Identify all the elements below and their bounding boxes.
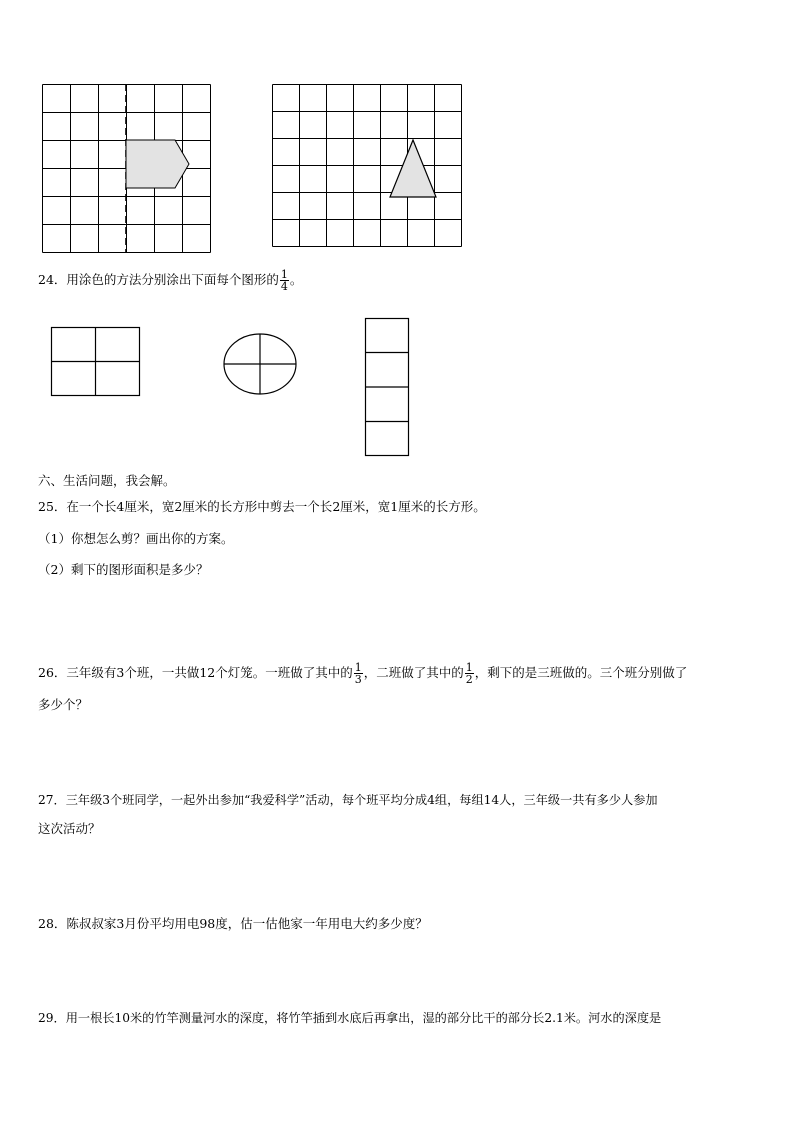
fraction-one-half: $\frac{1}{2}$ (465, 661, 473, 686)
section-6-heading: 六、生活问题，我会解。 (38, 473, 176, 488)
question-29: 29．用一根长10米的竹竿测量河水的深度，将竹竿插到水底后再拿出，湿的部分比干的部分长2.1米。河水的深度是 (38, 1011, 662, 1025)
shaded-triangle (390, 140, 436, 197)
shaded-pentagon (126, 140, 189, 188)
question-27: 27．三年级3个班同学，一起外出参加“我爱科学”活动，每个班平均分成4组，每组14人，三年级一共有多少人参加 (38, 793, 658, 807)
question-27-line-2: 这次活动？ (38, 821, 101, 836)
question-28: 28．陈叔叔家3月份平均用电98度，估一估他家一年用电大约多少度？ (38, 916, 428, 931)
circle-four-parts[interactable] (223, 333, 297, 395)
fraction-one-quarter: $\frac{1}{4}$ (280, 268, 288, 293)
symmetry-grid-right (272, 84, 462, 254)
question-25-part-2: （2）剩下的图形面积是多少？ (38, 562, 209, 577)
question-26-line-2: 多少个？ (38, 697, 89, 712)
symmetry-grid-left (42, 84, 212, 254)
column-four-parts[interactable] (365, 318, 411, 458)
fraction-one-third: $\frac{1}{3}$ (354, 661, 362, 686)
rectangle-four-parts[interactable] (51, 327, 141, 397)
question-24: 24．用涂色的方法分别涂出下面每个图形的 $\frac{1}{4}$ 。 (38, 268, 303, 293)
question-25: 25．在一个长4厘米，宽2厘米的长方形中剪去一个长2厘米，宽1厘米的长方形。 (38, 499, 486, 514)
question-26: 26．三年级有3个班，一共做12个灯笼。一班做了其中的 $\frac{1}{3}$ ，二班做了其中的 $\frac{1}{2}$ ，剩下的是三班做的。三个班分别做了 (38, 661, 688, 686)
question-25-part-1: （1）你想怎么剪？画出你的方案。 (38, 531, 234, 546)
